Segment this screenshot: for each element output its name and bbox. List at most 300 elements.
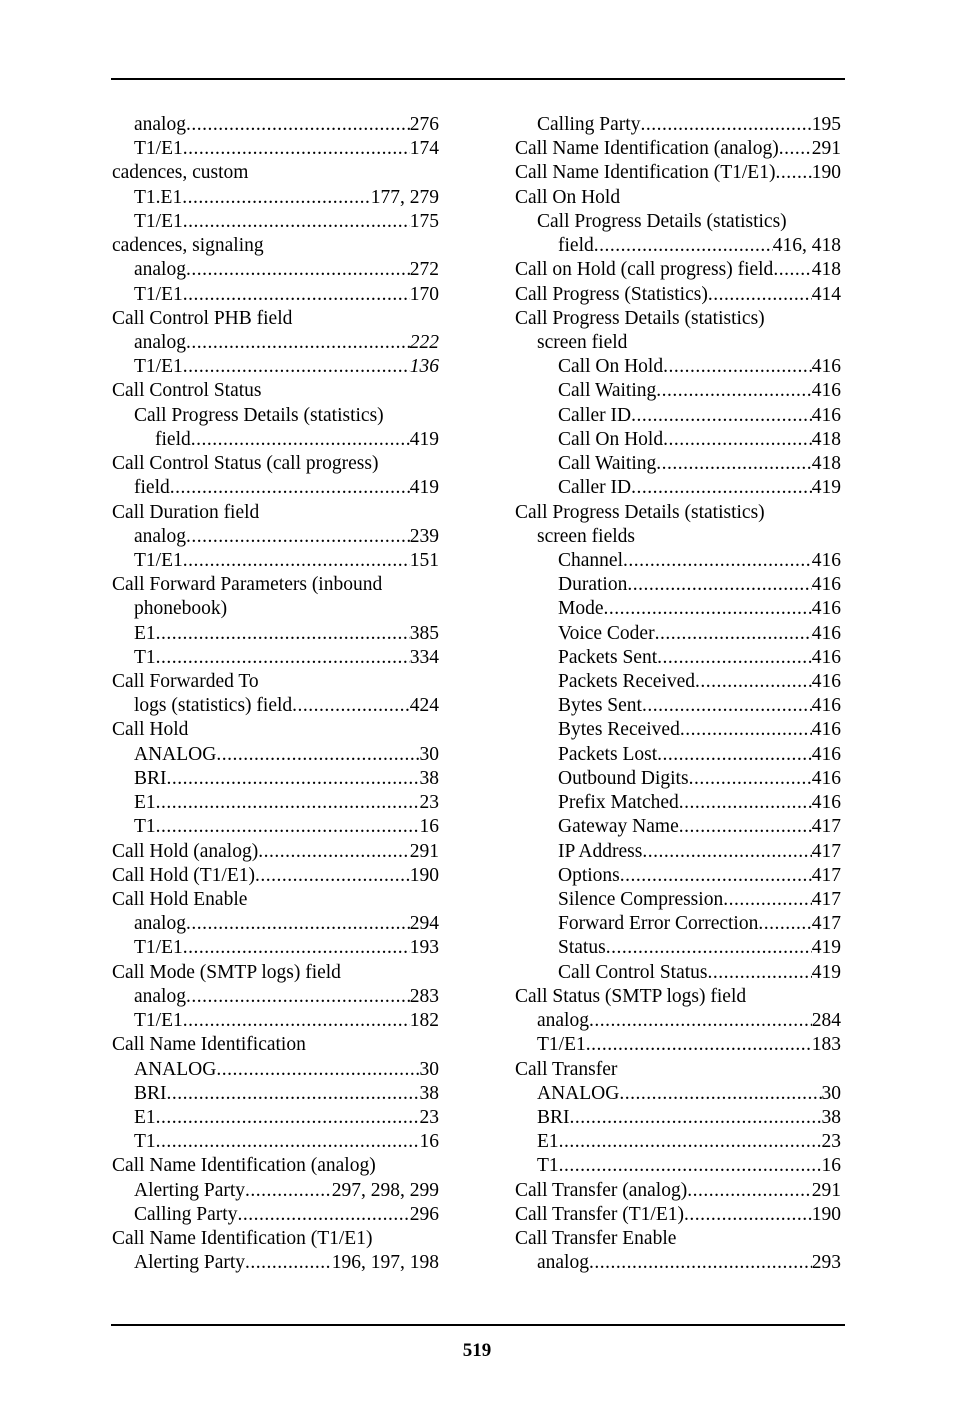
index-entry [112,718,439,742]
index-entry-term: field [134,477,170,499]
index-entry-term: Silence Compression [558,889,724,910]
index-entry-page: 30 [419,1058,439,1080]
dot-leader [775,161,811,185]
dot-leader [156,1106,420,1130]
index-entry-page: 296 [409,1203,439,1225]
index-entry-term: Call Hold [112,719,189,741]
index-entry [515,1251,841,1275]
index-entry [112,476,439,500]
dot-leader [216,1058,419,1082]
index-entry-page: 283 [409,985,439,1007]
index-entry [112,1179,439,1203]
index-entry-page: 38 [419,1082,439,1104]
index-entry-term: E1 [537,1131,559,1153]
index-entry-term: Call Name Identification [112,1034,306,1056]
dot-leader [619,1082,821,1106]
dot-leader [167,767,420,791]
index-entry [515,258,841,282]
index-entry [515,1154,841,1178]
index-entry [112,452,439,476]
index-entry [112,525,439,549]
index-entry [112,646,439,670]
index-entry-page: 293 [811,1252,841,1274]
index-entry-page: 414 [811,283,841,305]
dot-leader [680,718,812,742]
index-entry-term: Packets Received [558,671,695,693]
index-entry-term: E1 [134,1106,156,1128]
index-entry-term: Call Transfer (T1/E1) [515,1203,684,1225]
index-entry [515,210,841,234]
index-entry [112,1227,439,1251]
index-entry [515,1203,841,1227]
index-entry [112,767,439,791]
index-entry [515,1227,841,1251]
dot-leader [663,355,812,379]
index-entry-page: 416 [811,671,841,693]
index-entry-term: Packets Sent [558,646,658,668]
index-entry-term: T1.E1 [134,186,183,208]
index-entry [112,573,439,597]
index-entry [112,912,439,936]
index-entry-term: field [155,428,191,450]
index-entry [515,840,841,864]
index-entry-term: Prefix Matched [558,792,679,814]
dot-leader [779,137,812,161]
index-entry-term: Call Name Identification (analog) [515,138,779,160]
index-entry-term: Call Status (SMTP logs) field [515,985,747,1007]
index-entry [515,186,841,210]
index-entry [112,1130,439,1154]
index-entry-page: 419 [811,937,841,959]
index-entry-page: 291 [811,1179,841,1201]
index-entry-page: 416 [811,646,841,668]
dot-leader [191,428,410,452]
index-entry [515,912,841,936]
dot-leader [695,670,812,694]
index-entry [112,1154,439,1178]
dot-leader [186,912,410,936]
index-entry [112,1009,439,1033]
index-entry-page: 416 [811,380,841,402]
index-entry-page: 416 [811,792,841,814]
index-entry-term: Call On Hold [515,186,621,208]
index-entry-page: 170 [409,283,439,305]
index-entry-term: T1/E1 [537,1034,586,1056]
dot-leader [183,1009,410,1033]
index-entry [112,283,439,307]
index-entry-term: Call on Hold (call progress) field [515,259,774,281]
index-entry-page: 416 [811,404,841,426]
index-entry-term: Call Progress (Statistics) [515,283,708,305]
index-entry [112,186,439,210]
index-entry-page: 416 [811,767,841,789]
index-entry-term: Options [558,864,620,886]
index-entry-term: Outbound Digits [558,767,689,789]
dot-leader [642,840,811,864]
index-entry-term: Alerting Party [134,1179,246,1201]
index-column-right [515,113,841,1276]
index-entry-term: IP Address [558,840,643,862]
dot-leader [186,331,410,355]
index-entry-term: T1/E1 [134,210,183,232]
dot-leader [170,476,410,500]
index-entry-page: 418 [811,259,841,281]
index-entry-term: analog [134,913,186,935]
index-entry-page: 284 [811,1010,841,1032]
index-entry [112,234,439,258]
index-entry-page: 182 [409,1010,439,1032]
index-entry [515,646,841,670]
index-entry-term: Call Progress Details (statistics) [134,404,384,426]
index-entry-term: Calling Party [134,1203,238,1225]
index-entry [515,888,841,912]
index-entry [112,1033,439,1057]
index-entry-page: 196, 197, 198 [331,1252,439,1274]
index-entry-term: Call Name Identification (analog) [112,1155,376,1177]
index-entry-page: 417 [811,864,841,886]
index-entry-term: Forward Error Correction [558,913,759,935]
index-entry-term: analog [134,259,186,281]
dot-leader [237,1203,409,1227]
index-entry-page: 174 [409,138,439,160]
index-entry [112,743,439,767]
index-entry [112,936,439,960]
dot-leader [167,1082,420,1106]
index-entry [112,307,439,331]
index-entry [515,1130,841,1154]
index-entry-term: BRI [134,767,167,789]
index-entry-page: 16 [821,1155,841,1177]
dot-leader [687,1179,812,1203]
dot-leader [657,743,812,767]
index-entry-page: 38 [821,1106,841,1128]
index-entry-page: 297, 298, 299 [331,1179,439,1201]
index-entry-page: 419 [811,477,841,499]
index-entry-page: 195 [811,114,841,135]
index-entry-page: 222 [409,331,439,353]
index-entry-page: 23 [419,1106,439,1128]
index-entry-term: Call Mode (SMTP logs) field [112,961,341,983]
index-entry-term: Bytes Received [558,719,680,741]
dot-leader [156,646,410,670]
index-entry-term: analog [537,1252,589,1274]
index-entry-term: Voice Coder [558,622,655,644]
index-entry-term: Call Transfer (analog) [515,1179,688,1201]
index-entry-term: Call Hold (T1/E1) [112,864,255,886]
index-entry-term: T1 [537,1155,559,1177]
index-entry [515,694,841,718]
dot-leader [186,113,410,137]
index-entry [112,622,439,646]
index-entry-term: Call Control Status [112,380,262,402]
index-entry-term: T1 [134,816,156,838]
index-entry-term: analog [134,114,186,135]
index-entry-page: 419 [409,428,439,450]
index-entry-term: Call Waiting [558,380,657,402]
index-entry-page: 177, 279 [370,186,439,208]
dot-leader [679,791,812,815]
index-entry [515,113,841,137]
index-entry-page: 23 [419,792,439,814]
dot-leader [657,646,812,670]
index-entry [515,428,841,452]
index-entry-term: Status [558,937,606,959]
dot-leader [642,694,812,718]
dot-leader [656,452,811,476]
index-entry-page: 136 [409,356,439,378]
index-entry [515,597,841,621]
dot-leader [182,186,371,210]
index-entry-term: analog [537,1010,589,1032]
index-entry-term: BRI [537,1106,570,1128]
index-entry-term: T1/E1 [134,1010,183,1032]
index-entry-term: Call Forward Parameters (inbound [112,574,383,596]
index-entry [515,1033,841,1057]
index-entry-page: 334 [409,646,439,668]
index-entry-term: Call Name Identification (T1/E1) [112,1228,373,1250]
index-entry-page: 23 [821,1131,841,1153]
index-entry-term: Call Duration field [112,501,260,523]
index-entry [112,888,439,912]
index-entry-term: Alerting Party [134,1252,246,1274]
dot-leader [663,428,812,452]
dot-leader [183,137,410,161]
index-entry-page: 30 [419,743,439,765]
index-entry-term: Call On Hold [558,428,664,450]
dot-leader [708,283,812,307]
dot-leader [684,1203,812,1227]
dot-leader [559,1154,822,1178]
index-entry-term: Call Hold Enable [112,889,248,910]
index-entry-page: 193 [409,937,439,959]
index-entry-term: Call Forwarded To [112,671,259,693]
index-entry [515,622,841,646]
index-entry [515,1179,841,1203]
index-entry [515,573,841,597]
index-entry [112,428,439,452]
index-entry [515,355,841,379]
index-entry-term: Call Hold (analog) [112,840,259,862]
index-entry-term: Call Progress Details (statistics) [515,307,765,329]
index-entry-page: 294 [409,913,439,935]
index-entry-term: Call Control PHB field [112,307,293,329]
dot-leader [708,961,812,985]
index-entry-page: 416, 418 [772,235,841,257]
index-entry [515,743,841,767]
index-entry-term: ANALOG [134,743,217,765]
dot-leader [156,815,420,839]
dot-leader [589,1251,812,1275]
dot-leader [627,573,811,597]
index-entry-page: 38 [419,767,439,789]
index-entry-page: 416 [811,598,841,620]
index-entry-page: 190 [409,864,439,886]
dot-leader [679,815,812,839]
dot-leader [258,840,410,864]
index-entry-term: Gateway Name [558,816,679,838]
index-entry-page: 417 [811,816,841,838]
dot-leader [255,864,410,888]
index-entry-term: Call Control Status (call progress) [112,453,379,475]
index-entry [515,161,841,185]
index-entry-page: 291 [409,840,439,862]
dot-leader [758,912,811,936]
index-entry-term: screen field [537,331,628,353]
dot-leader [656,379,811,403]
dot-leader [183,210,410,234]
dot-leader [216,743,419,767]
index-entry-page: 190 [811,162,841,184]
dot-leader [156,1130,420,1154]
index-entry-page: 417 [811,840,841,862]
index-entry-page: 416 [811,549,841,571]
index-entry [515,549,841,573]
index-entry-term: Calling Party [537,114,641,135]
index-entry-page: 272 [409,259,439,281]
dot-leader [689,767,812,791]
index-entry [515,815,841,839]
index-entry [515,283,841,307]
dot-leader [623,549,812,573]
dot-leader [631,404,812,428]
index-entry [515,670,841,694]
dot-leader [589,1009,812,1033]
index-entry-term: Packets Lost [558,743,658,765]
dot-leader [655,622,812,646]
index-entry [112,161,439,185]
header-rule [111,78,845,80]
dot-leader [186,258,410,282]
index-entry [112,1082,439,1106]
dot-leader [183,355,410,379]
index-entry [112,501,439,525]
index-entry-page: 418 [811,428,841,450]
index-entry-term: E1 [134,622,156,644]
index-entry-page: 175 [409,210,439,232]
index-entry-term: T1/E1 [134,356,183,378]
index-entry [515,1058,841,1082]
index-entry [515,1106,841,1130]
index-entry-term: analog [134,331,186,353]
index-entry-term: Duration [558,574,628,596]
index-entry-page: 419 [811,961,841,983]
index-entry-term: Call Control Status [558,961,708,983]
index-entry-term: cadences, signaling [112,235,264,257]
index-entry-term: analog [134,985,186,1007]
index-entry-term: ANALOG [134,1058,217,1080]
index-entry-term: T1/E1 [134,549,183,571]
index-entry [515,525,841,549]
index-entry [112,791,439,815]
index-entry-term: Call Name Identification (T1/E1) [515,162,776,184]
dot-leader [245,1179,332,1203]
index-entry [112,549,439,573]
index-entry-page: 417 [811,889,841,910]
index-entry [112,840,439,864]
dot-leader [186,985,410,1009]
index-entry-page: 416 [811,719,841,741]
index-entry-term: field [558,235,594,257]
dot-leader [186,525,410,549]
index-entry [515,961,841,985]
index-entry-page: 416 [811,695,841,717]
dot-leader [156,622,410,646]
index-entry-term: E1 [134,792,156,814]
dot-leader [183,283,410,307]
index-entry [112,670,439,694]
index-entry [515,864,841,888]
dot-leader [594,234,773,258]
index-entry-term: T1/E1 [134,283,183,305]
index-entry [515,718,841,742]
index-entry [112,379,439,403]
index-entry-term: cadences, custom [112,162,249,184]
index-entry [112,404,439,428]
footer-rule [111,1324,845,1326]
index-entry-page: 418 [811,453,841,475]
index-entry-term: Call Progress Details (statistics) [537,210,787,232]
index-entry-term: Bytes Sent [558,695,642,717]
index-entry [515,379,841,403]
index-entry [515,404,841,428]
dot-leader [604,597,812,621]
dot-leader [773,258,811,282]
index-entry [515,331,841,355]
index-entry-term: Call On Hold [558,356,664,378]
index-entry [515,476,841,500]
index-entry-page: 417 [811,913,841,935]
index-entry [112,1106,439,1130]
index-entry-term: Call Transfer [515,1058,618,1080]
index-entry-term: screen fields [537,525,635,547]
index-entry-term: BRI [134,1082,167,1104]
index-entry [112,597,439,621]
index-entry [515,985,841,1009]
index-entry-term: T1 [134,646,156,668]
dot-leader [183,549,410,573]
index-entry [112,210,439,234]
index-entry-term: Channel [558,549,623,571]
dot-leader [631,476,812,500]
index-entry-term: Caller ID [558,477,632,499]
index-entry-term: T1/E1 [134,138,183,160]
index-entry [515,936,841,960]
index-entry [515,1009,841,1033]
index-entry [112,1251,439,1275]
index-entry-term: T1 [134,1131,156,1153]
dot-leader [559,1130,822,1154]
index-entry-page: 30 [821,1082,841,1104]
index-entry-page: 385 [409,622,439,644]
index-entry [112,258,439,282]
index-entry-term: ANALOG [537,1082,620,1104]
index-entry-term: Call Waiting [558,453,657,475]
index-entry [112,815,439,839]
index-entry-term: Mode [558,598,604,620]
index-entry [112,355,439,379]
index-entry-term: phonebook) [134,598,228,620]
index-entry-term: logs (statistics) field [134,695,293,717]
page-number: 519 [462,1340,492,1361]
dot-leader [606,936,812,960]
dot-leader [156,791,420,815]
index-entry-term: analog [134,525,186,547]
index-entry-page: 424 [409,695,439,717]
index-entry [515,307,841,331]
index-entry-page: 416 [811,743,841,765]
index-entry-term: Call Transfer Enable [515,1228,677,1250]
index-entry [112,113,439,137]
